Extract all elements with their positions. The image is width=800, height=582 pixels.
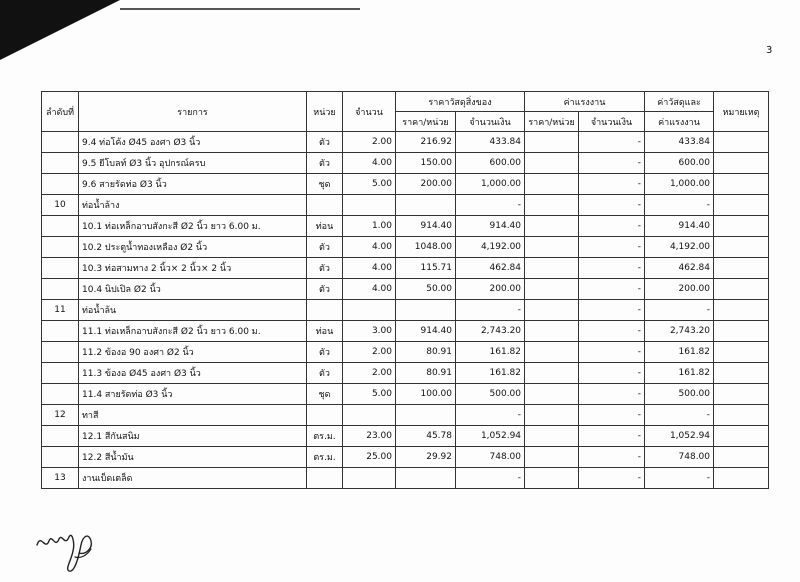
cell-material-unit-price: 29.92: [396, 447, 456, 468]
cell-total: 161.82: [645, 363, 714, 384]
cell-material-amount: -: [456, 300, 525, 321]
table-row: [42, 237, 769, 258]
cell-unit: ตร.ม.: [307, 426, 343, 447]
cell-remark: [714, 426, 769, 447]
cell-material-amount: 4,192.00: [456, 237, 525, 258]
header-material-unit-price: ราคา/หน่วย: [396, 112, 456, 132]
cell-material-amount: 200.00: [456, 279, 525, 300]
cell-labor-unit-price: [525, 174, 579, 195]
signature: [35, 525, 105, 575]
cell-remark: [714, 342, 769, 363]
cell-unit: ตร.ม.: [307, 447, 343, 468]
cell-remark: [714, 153, 769, 174]
cell-total: 1,052.94: [645, 426, 714, 447]
cell-labor-unit-price: [525, 363, 579, 384]
table-row: [42, 279, 769, 300]
table-row: [42, 342, 769, 363]
cell-labor-amount: -: [579, 363, 645, 384]
cell-qty: 4.00: [343, 279, 396, 300]
table-row: [42, 195, 769, 216]
cell-no: [42, 279, 79, 300]
cell-no: 11: [42, 300, 79, 321]
cell-qty: 23.00: [343, 426, 396, 447]
cell-labor-amount: -: [579, 258, 645, 279]
cell-qty: 2.00: [343, 132, 396, 153]
cell-qty: 2.00: [343, 363, 396, 384]
cell-item: 12.2 สีน้ำมัน: [79, 447, 307, 468]
cell-labor-amount: -: [579, 405, 645, 426]
cell-no: [42, 342, 79, 363]
header-item: รายการ: [79, 92, 307, 132]
cell-qty: 5.00: [343, 174, 396, 195]
cell-labor-amount: -: [579, 195, 645, 216]
scan-top-line: [120, 8, 360, 10]
cell-total: 748.00: [645, 447, 714, 468]
cell-total: 433.84: [645, 132, 714, 153]
cell-remark: [714, 237, 769, 258]
cell-labor-unit-price: [525, 426, 579, 447]
table-row: [42, 258, 769, 279]
cell-total: 1,000.00: [645, 174, 714, 195]
cell-labor-amount: -: [579, 174, 645, 195]
cell-no: [42, 237, 79, 258]
cell-total: 462.84: [645, 258, 714, 279]
cell-labor-amount: -: [579, 426, 645, 447]
table-row: [42, 384, 769, 405]
cell-remark: [714, 132, 769, 153]
cell-labor-amount: -: [579, 237, 645, 258]
header-material-amount: จำนวนเงิน: [456, 112, 525, 132]
cell-material-amount: 2,743.20: [456, 321, 525, 342]
bill-of-quantities-table: [41, 91, 769, 489]
cell-material-unit-price: 1048.00: [396, 237, 456, 258]
cell-qty: 4.00: [343, 258, 396, 279]
cell-material-unit-price: [396, 300, 456, 321]
cell-total: 600.00: [645, 153, 714, 174]
cell-labor-amount: -: [579, 300, 645, 321]
cell-labor-unit-price: [525, 405, 579, 426]
table-row: [42, 300, 769, 321]
cell-material-amount: -: [456, 405, 525, 426]
cell-material-amount: 161.82: [456, 342, 525, 363]
header-labor-unit-price: ราคา/หน่วย: [525, 112, 579, 132]
cell-qty: 4.00: [343, 237, 396, 258]
cell-material-unit-price: 150.00: [396, 153, 456, 174]
cell-labor-amount: -: [579, 279, 645, 300]
cell-no: [42, 384, 79, 405]
cell-labor-unit-price: [525, 468, 579, 489]
cell-total: 500.00: [645, 384, 714, 405]
cell-qty: 4.00: [343, 153, 396, 174]
cell-labor-amount: -: [579, 342, 645, 363]
cell-item: 9.6 สายรัดท่อ Ø3 นิ้ว: [79, 174, 307, 195]
cell-remark: [714, 363, 769, 384]
cell-labor-unit-price: [525, 216, 579, 237]
cell-material-amount: 462.84: [456, 258, 525, 279]
cell-total: 914.40: [645, 216, 714, 237]
cell-item: 12.1 สีกันสนิม: [79, 426, 307, 447]
table-row: [42, 216, 769, 237]
cell-labor-unit-price: [525, 279, 579, 300]
cell-item: 10.2 ประตูน้ำทองเหลือง Ø2 นิ้ว: [79, 237, 307, 258]
cell-total: -: [645, 300, 714, 321]
cell-qty: [343, 405, 396, 426]
cell-no: 13: [42, 468, 79, 489]
cell-item: 11.3 ข้องอ Ø45 องศา Ø3 นิ้ว: [79, 363, 307, 384]
cell-unit: ตัว: [307, 132, 343, 153]
cell-no: 12: [42, 405, 79, 426]
cell-labor-unit-price: [525, 195, 579, 216]
cell-material-amount: 600.00: [456, 153, 525, 174]
header-labor: ค่าแรงงาน: [525, 92, 645, 112]
cell-remark: [714, 216, 769, 237]
header-unit: หน่วย: [307, 92, 343, 132]
cell-material-unit-price: 914.40: [396, 216, 456, 237]
cell-total: 2,743.20: [645, 321, 714, 342]
table-row: [42, 363, 769, 384]
cell-item: 10.3 ท่อสามทาง 2 นิ้ว× 2 นิ้ว× 2 นิ้ว: [79, 258, 307, 279]
cell-qty: 1.00: [343, 216, 396, 237]
cell-unit: ตัว: [307, 279, 343, 300]
cell-total: -: [645, 195, 714, 216]
cell-item: 11.2 ข้องอ 90 องศา Ø2 นิ้ว: [79, 342, 307, 363]
cell-labor-unit-price: [525, 153, 579, 174]
cell-item: 10.1 ท่อเหล็กอาบสังกะสี Ø2 นิ้ว ยาว 6.00 ม.: [79, 216, 307, 237]
cell-remark: [714, 195, 769, 216]
cell-material-unit-price: 200.00: [396, 174, 456, 195]
cell-remark: [714, 468, 769, 489]
cell-unit: ตัว: [307, 342, 343, 363]
cell-unit: ตัว: [307, 237, 343, 258]
cell-unit: ท่อน: [307, 216, 343, 237]
cell-remark: [714, 258, 769, 279]
cell-material-amount: 748.00: [456, 447, 525, 468]
cell-material-unit-price: 50.00: [396, 279, 456, 300]
cell-material-amount: -: [456, 195, 525, 216]
header-material: ราคาวัสดุสิ่งของ: [396, 92, 525, 112]
cell-unit: ท่อน: [307, 321, 343, 342]
cell-item: งานเบ็ดเตล็ด: [79, 468, 307, 489]
cell-labor-unit-price: [525, 258, 579, 279]
cell-unit: ชุด: [307, 384, 343, 405]
cell-labor-amount: -: [579, 153, 645, 174]
cell-qty: 3.00: [343, 321, 396, 342]
cell-labor-unit-price: [525, 321, 579, 342]
header-row-1: [42, 92, 769, 112]
cell-labor-unit-price: [525, 237, 579, 258]
table-row: [42, 132, 769, 153]
cell-labor-amount: -: [579, 468, 645, 489]
cell-remark: [714, 174, 769, 195]
cell-item: 9.4 ท่อโค้ง Ø45 องศา Ø3 นิ้ว: [79, 132, 307, 153]
header-remark: หมายเหตุ: [714, 92, 769, 132]
cell-total: -: [645, 405, 714, 426]
cell-remark: [714, 384, 769, 405]
cell-no: [42, 258, 79, 279]
table-row: [42, 447, 769, 468]
table-row: [42, 174, 769, 195]
cell-unit: [307, 300, 343, 321]
page-number: 3: [766, 45, 773, 56]
cell-item: ท่อน้ำล้น: [79, 300, 307, 321]
cell-total: -: [645, 468, 714, 489]
header-total-line2: ค่าแรงงาน: [645, 112, 714, 132]
table-row: [42, 321, 769, 342]
scan-corner-mark: [0, 0, 120, 60]
cell-no: [42, 321, 79, 342]
cell-qty: 2.00: [343, 342, 396, 363]
cell-labor-unit-price: [525, 300, 579, 321]
table-row: [42, 153, 769, 174]
table-row: [42, 405, 769, 426]
cell-item: ท่อน้ำล้าง: [79, 195, 307, 216]
cell-labor-unit-price: [525, 447, 579, 468]
cell-material-unit-price: 914.40: [396, 321, 456, 342]
cell-item: 10.4 นิปเปิล Ø2 นิ้ว: [79, 279, 307, 300]
cell-no: 10: [42, 195, 79, 216]
cell-material-amount: 500.00: [456, 384, 525, 405]
cell-material-unit-price: 80.91: [396, 342, 456, 363]
cell-material-unit-price: [396, 405, 456, 426]
cell-remark: [714, 279, 769, 300]
cell-no: [42, 132, 79, 153]
table-row: [42, 468, 769, 489]
cell-material-unit-price: [396, 468, 456, 489]
cell-item: 11.4 สายรัดท่อ Ø3 นิ้ว: [79, 384, 307, 405]
cell-remark: [714, 300, 769, 321]
cell-material-amount: 161.82: [456, 363, 525, 384]
cell-no: [42, 426, 79, 447]
header-no: ลำดับที่: [42, 92, 79, 132]
cell-labor-amount: -: [579, 384, 645, 405]
cell-remark: [714, 447, 769, 468]
cell-labor-amount: -: [579, 447, 645, 468]
cell-qty: [343, 300, 396, 321]
cell-unit: ชุด: [307, 174, 343, 195]
cell-no: [42, 174, 79, 195]
header-labor-amount: จำนวนเงิน: [579, 112, 645, 132]
cell-no: [42, 447, 79, 468]
cell-remark: [714, 405, 769, 426]
cell-labor-unit-price: [525, 132, 579, 153]
cell-unit: ตัว: [307, 363, 343, 384]
cell-unit: ตัว: [307, 153, 343, 174]
cell-qty: [343, 468, 396, 489]
cell-remark: [714, 321, 769, 342]
table-row: [42, 426, 769, 447]
cell-total: 161.82: [645, 342, 714, 363]
header-total-line1: ค่าวัสดุและ: [645, 92, 714, 112]
cell-material-unit-price: 45.78: [396, 426, 456, 447]
cell-unit: [307, 195, 343, 216]
cell-material-amount: 1,052.94: [456, 426, 525, 447]
cell-material-unit-price: 115.71: [396, 258, 456, 279]
cell-no: [42, 363, 79, 384]
cell-labor-unit-price: [525, 384, 579, 405]
header-qty: จำนวน: [343, 92, 396, 132]
cell-qty: 25.00: [343, 447, 396, 468]
cell-total: 200.00: [645, 279, 714, 300]
cell-labor-amount: -: [579, 132, 645, 153]
cell-item: ทาสี: [79, 405, 307, 426]
cell-no: [42, 153, 79, 174]
cell-material-amount: 433.84: [456, 132, 525, 153]
cell-material-amount: 914.40: [456, 216, 525, 237]
cell-material-amount: -: [456, 468, 525, 489]
cell-unit: [307, 405, 343, 426]
cell-item: 9.5 ยีโบลท์ Ø3 นิ้ว อุปกรณ์ครบ: [79, 153, 307, 174]
cell-material-unit-price: [396, 195, 456, 216]
cell-material-unit-price: 80.91: [396, 363, 456, 384]
cell-labor-unit-price: [525, 342, 579, 363]
cell-total: 4,192.00: [645, 237, 714, 258]
cell-qty: 5.00: [343, 384, 396, 405]
cell-no: [42, 216, 79, 237]
cell-material-amount: 1,000.00: [456, 174, 525, 195]
cell-qty: [343, 195, 396, 216]
cell-labor-amount: -: [579, 321, 645, 342]
cell-item: 11.1 ท่อเหล็กอาบสังกะสี Ø2 นิ้ว ยาว 6.00 ม.: [79, 321, 307, 342]
cell-unit: [307, 468, 343, 489]
cell-material-unit-price: 100.00: [396, 384, 456, 405]
cell-labor-amount: -: [579, 216, 645, 237]
cell-material-unit-price: 216.92: [396, 132, 456, 153]
cell-unit: ตัว: [307, 258, 343, 279]
